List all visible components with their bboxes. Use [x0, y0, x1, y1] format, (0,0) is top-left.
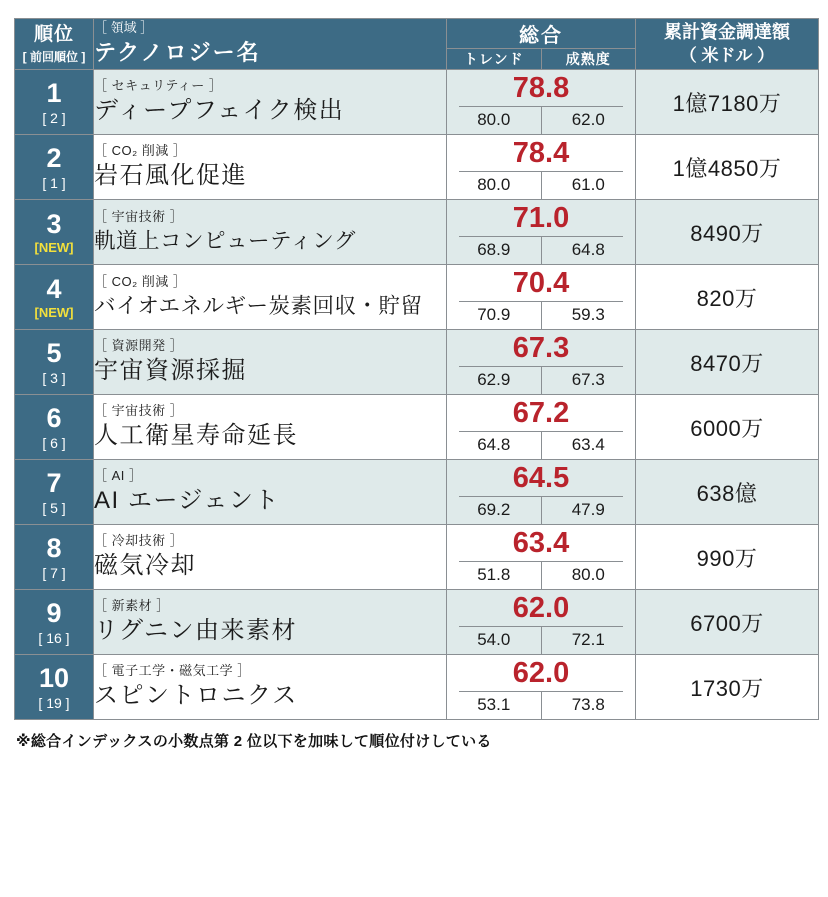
- score-maturity: 59.3: [571, 305, 605, 324]
- score-total: 78.8: [459, 70, 623, 107]
- technology-name: 人工衛星寿命延長: [94, 422, 298, 450]
- rank-previous: [ 16 ]: [38, 629, 70, 646]
- header-name-label: テクノロジー名: [94, 40, 261, 66]
- technology-name: リグニン由来素材: [94, 617, 298, 645]
- score-maturity: 64.8: [571, 240, 605, 259]
- header-technology-name: [94, 19, 447, 70]
- rank-number: 3: [46, 208, 62, 239]
- score-trend: 54.0: [447, 627, 542, 654]
- technology-cell: [94, 265, 447, 330]
- rank-number: 8: [46, 532, 62, 563]
- score-cell: [447, 655, 636, 720]
- score-total: 67.3: [459, 330, 623, 367]
- rank-cell: [15, 135, 94, 200]
- technology-category: ［ 資源開発 ］: [94, 337, 184, 353]
- score-maturity: 73.8: [571, 695, 605, 714]
- score-trend: 70.9: [447, 302, 542, 329]
- technology-category: ［ 宇宙技術 ］: [94, 402, 184, 418]
- score-maturity: 61.0: [571, 175, 605, 194]
- score-total: 67.2: [459, 395, 623, 432]
- funding-cell: 638億: [636, 460, 819, 525]
- score-trend: 62.9: [447, 367, 542, 394]
- technology-cell: [94, 590, 447, 655]
- table-row: [15, 655, 819, 720]
- rank-number: 9: [46, 597, 62, 628]
- technology-category: ［ 電子工学・磁気工学 ］: [94, 662, 251, 678]
- header-trend: トレンド: [447, 49, 542, 70]
- table-row: [15, 70, 819, 135]
- score-trend: 80.0: [447, 107, 542, 134]
- technology-cell: [94, 330, 447, 395]
- table-row: [15, 395, 819, 460]
- technology-name: 磁気冷却: [94, 552, 196, 580]
- score-cell: [447, 395, 636, 460]
- rank-previous: [ 5 ]: [42, 499, 66, 516]
- rank-previous: [ 6 ]: [42, 434, 66, 451]
- score-cell: [447, 265, 636, 330]
- rank-number: 4: [46, 273, 62, 304]
- funding-cell: 6000万: [636, 395, 819, 460]
- table-header: [15, 19, 819, 70]
- funding-cell: 990万: [636, 525, 819, 590]
- header-rank-main: 順位: [33, 24, 74, 46]
- rank-previous: [NEW]: [34, 304, 74, 320]
- score-trend: 68.9: [447, 237, 542, 264]
- technology-cell: [94, 200, 447, 265]
- technology-name: 宇宙資源採掘: [94, 357, 247, 385]
- rank-number: 6: [46, 402, 62, 433]
- header-rank: [15, 19, 94, 70]
- technology-name: 岩石風化促進: [94, 162, 247, 190]
- funding-cell: 1億7180万: [636, 70, 819, 135]
- rank-cell: [15, 265, 94, 330]
- technology-cell: [94, 525, 447, 590]
- score-total: 70.4: [459, 265, 623, 302]
- score-cell: [447, 200, 636, 265]
- technology-cell: [94, 460, 447, 525]
- score-cell: [447, 525, 636, 590]
- technology-ranking-table: [14, 18, 819, 720]
- technology-category: ［ CO₂ 削減 ］: [94, 142, 187, 158]
- header-row: [15, 19, 819, 49]
- funding-cell: 6700万: [636, 590, 819, 655]
- rank-cell: [15, 460, 94, 525]
- rank-number: 10: [38, 662, 70, 693]
- score-total: 78.4: [459, 135, 623, 172]
- technology-category: ［ 宇宙技術 ］: [94, 209, 184, 225]
- table-row: [15, 590, 819, 655]
- header-funding: [636, 19, 819, 70]
- technology-cell: [94, 655, 447, 720]
- header-funding-line1: 累計資金調達額: [664, 22, 790, 43]
- rank-number: 2: [46, 142, 62, 173]
- rank-previous: [NEW]: [34, 239, 74, 255]
- technology-name: スピントロニクス: [94, 682, 298, 710]
- score-trend: 53.1: [447, 692, 542, 719]
- technology-name: ディープフェイク検出: [94, 97, 345, 125]
- score-maturity: 67.3: [571, 370, 605, 389]
- technology-name: 軌道上コンピューティング: [94, 228, 356, 253]
- technology-cell: [94, 395, 447, 460]
- rank-previous: [ 2 ]: [42, 109, 66, 126]
- score-maturity: 72.1: [571, 630, 605, 649]
- rank-previous: [ 3 ]: [42, 369, 66, 386]
- technology-name: バイオエネルギー炭素回収・貯留: [94, 293, 423, 318]
- technology-category: ［ 冷却技術 ］: [94, 532, 184, 548]
- technology-category: ［ 新素材 ］: [94, 597, 170, 613]
- table-row: [15, 460, 819, 525]
- rank-previous: [ 1 ]: [42, 174, 66, 191]
- score-cell: [447, 330, 636, 395]
- technology-cell: [94, 70, 447, 135]
- funding-cell: 1億4850万: [636, 135, 819, 200]
- technology-cell: [94, 135, 447, 200]
- header-maturity: 成熟度: [541, 49, 636, 70]
- header-total: 総合: [447, 19, 636, 49]
- score-total: 62.0: [459, 590, 623, 627]
- funding-cell: 8490万: [636, 200, 819, 265]
- score-trend: 51.8: [447, 562, 542, 589]
- score-total: 71.0: [459, 200, 623, 237]
- score-maturity: 63.4: [571, 435, 605, 454]
- table-row: [15, 525, 819, 590]
- score-total: 64.5: [459, 460, 623, 497]
- score-cell: [447, 70, 636, 135]
- rank-cell: [15, 395, 94, 460]
- rank-previous: [ 19 ]: [38, 694, 70, 711]
- score-cell: [447, 135, 636, 200]
- rank-cell: [15, 70, 94, 135]
- technology-category: ［ AI ］: [94, 467, 143, 483]
- rank-number: 7: [46, 467, 62, 498]
- rank-cell: [15, 590, 94, 655]
- technology-category: ［ セキュリティー ］: [94, 77, 223, 93]
- rank-previous: [ 7 ]: [42, 564, 66, 581]
- rank-cell: [15, 330, 94, 395]
- score-maturity: 80.0: [571, 565, 605, 584]
- score-trend: 80.0: [447, 172, 542, 199]
- rank-number: 5: [46, 337, 62, 368]
- score-cell: [447, 590, 636, 655]
- technology-name: AI エージェント: [94, 487, 280, 515]
- rank-number: 1: [46, 77, 62, 108]
- technology-category: ［ CO₂ 削減 ］: [94, 274, 187, 290]
- table-body: [15, 70, 819, 720]
- table-row: [15, 135, 819, 200]
- header-funding-line2: （ 米ドル ）: [679, 45, 775, 65]
- header-category-label: ［ 領域 ］: [94, 20, 154, 36]
- funding-cell: 820万: [636, 265, 819, 330]
- score-trend: 64.8: [447, 432, 542, 459]
- footnote: ※総合インデックスの小数点第 2 位以下を加味して順位付けしている: [16, 733, 492, 750]
- rank-cell: [15, 525, 94, 590]
- rank-cell: [15, 655, 94, 720]
- table-row: [15, 330, 819, 395]
- table-row: [15, 265, 819, 330]
- table-row: [15, 200, 819, 265]
- score-total: 63.4: [459, 525, 623, 562]
- score-total: 62.0: [459, 655, 623, 692]
- score-trend: 69.2: [447, 497, 542, 524]
- score-maturity: 47.9: [571, 500, 605, 519]
- funding-cell: 8470万: [636, 330, 819, 395]
- funding-cell: 1730万: [636, 655, 819, 720]
- score-maturity: 62.0: [571, 110, 605, 129]
- rank-cell: [15, 200, 94, 265]
- score-cell: [447, 460, 636, 525]
- header-rank-prev: [ 前回順位 ]: [22, 49, 86, 64]
